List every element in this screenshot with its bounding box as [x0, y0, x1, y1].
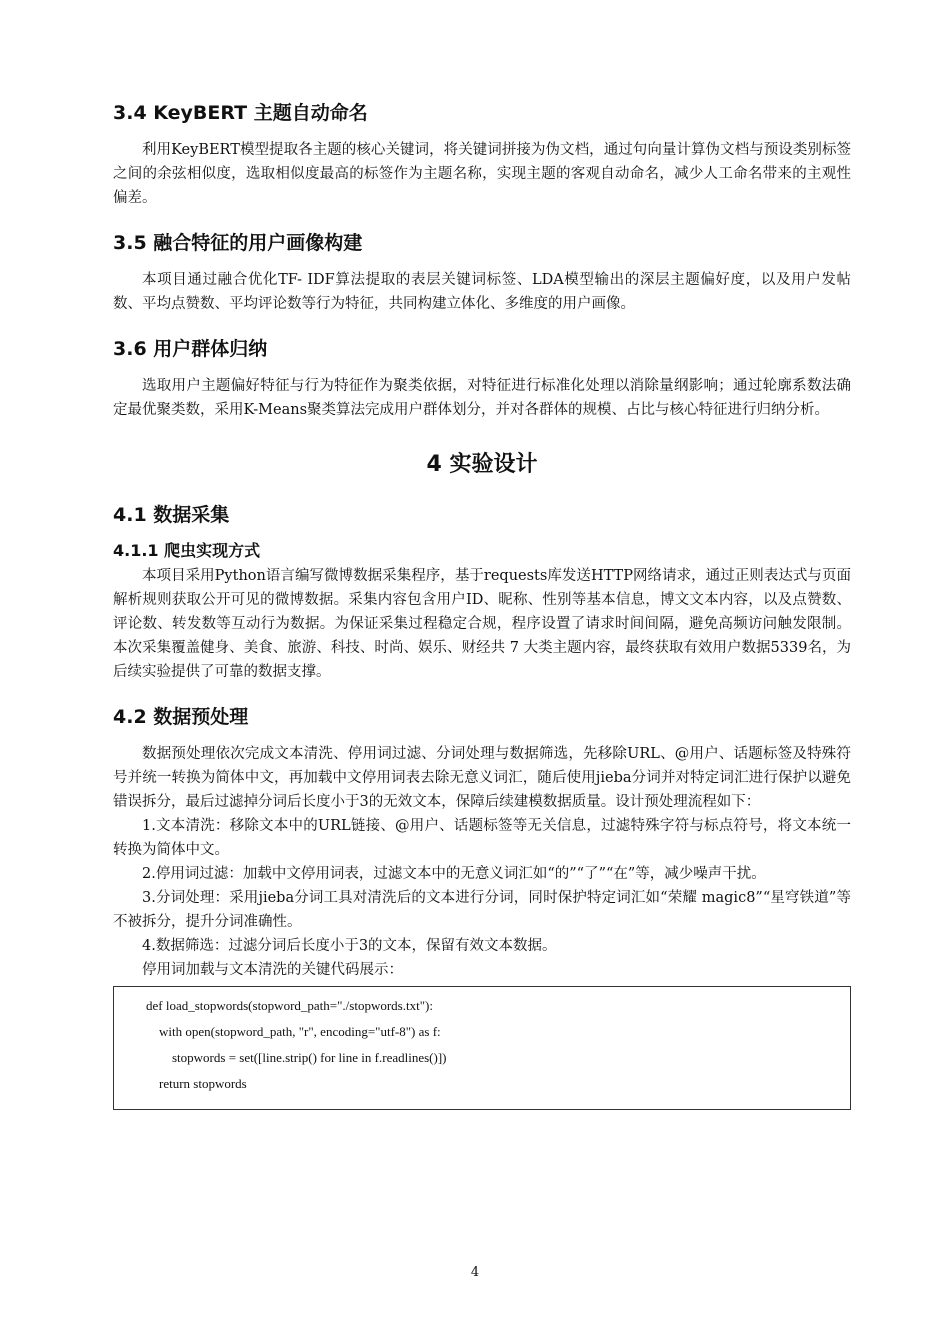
list-item: 4.数据筛选：过滤分词后长度小于3的文本，保留有效文本数据。	[142, 938, 557, 954]
paragraph: 数据预处理依次完成文本清洗、停用词过滤、分词处理与数据筛选，先移除URL、@用户、话题标签及特殊符号并统一转换为简体中文，再加载中文停用词表去除无意义词汇，随后使用jieba分词并对特定词汇进行保护以避免错误拆分，最后过滤掉分词后长度小于3的无效文本，保障后续建模数据质量。设计预处理流程如下：	[113, 746, 851, 810]
code-line: return stopwords	[146, 1076, 247, 1091]
paragraph: 选取用户主题偏好特征与行为特征作为聚类依据，对特征进行标准化处理以消除量纲影响；通过轮廓系数法确定最优聚类数，采用K-Means聚类算法完成用户群体划分，并对各群体的规模、占比与核心特征进行归纳分析。	[113, 378, 851, 418]
subsection-heading: 4.1.1 爬虫实现方式	[113, 541, 261, 560]
section-3-4	[113, 100, 851, 210]
code-line: with open(stopword_path, "r", encoding="utf-8") as f:	[146, 1024, 441, 1039]
list-item: 3.分词处理：采用jieba分词工具对清洗后的文本进行分词，同时保护特定词汇如“荣耀 magic8”“星穹铁道”等不被拆分，提升分词准确性。	[113, 890, 851, 930]
chapter-title: 4 实验设计	[426, 452, 538, 477]
list-item: 2.停用词过滤：加载中文停用词表，过滤文本中的无意义词汇如“的”“了”“在”等，减少噪声干扰。	[142, 866, 766, 882]
paragraph: 本项目采用Python语言编写微博数据采集程序，基于requests库发送HTTP网络请求，通过正则表达式与页面解析规则获取公开可见的微博数据。采集内容包含用户ID、昵称、性别等基本信息，博文文本内容，以及点赞数、评论数、转发数等互动行为数据。为保证采集过程稳定合规，程序设置了请求时间间隔，避免高频访问触发限制。本次采集覆盖健身、美食、旅游、科技、时尚、娱乐、财经共 7 大类主题内容，最终获取有效用户数据5339名，为后续实验提供了可靠的数据支撑。	[113, 568, 851, 680]
section-3-5	[113, 230, 851, 316]
section-heading: 3.5 融合特征的用户画像构建	[113, 232, 363, 254]
section-heading: 4.2 数据预处理	[113, 706, 249, 728]
code-line: stopwords = set([line.strip() for line in f.readlines()])	[146, 1050, 447, 1065]
paragraph: 利用KeyBERT模型提取各主题的核心关键词，将关键词拼接为伪文档，通过句向量计算伪文档与预设类别标签之间的余弦相似度，选取相似度最高的标签作为主题名称，实现主题的客观自动命名，减少人工命名带来的主观性偏差。	[113, 142, 851, 206]
code-block	[113, 986, 851, 1110]
list-item: 1.文本清洗：移除文本中的URL链接、@用户、话题标签等无关信息，过滤特殊字符与标点符号，将文本统一转换为简体中文。	[113, 818, 851, 858]
section-3-6	[113, 336, 851, 422]
section-4-2	[113, 704, 851, 1110]
paragraph: 本项目通过融合优化TF- IDF算法提取的表层关键词标签、LDA模型输出的深层主题偏好度，以及用户发帖数、平均点赞数、平均评论数等行为特征，共同构建立体化、多维度的用户画像。	[113, 272, 851, 312]
section-heading: 4.1 数据采集	[113, 504, 230, 526]
code-line: def load_stopwords(stopword_path="./stopwords.txt"):	[146, 998, 433, 1013]
section-4-1	[113, 502, 851, 684]
section-heading: 3.6 用户群体归纳	[113, 338, 268, 360]
page-number: 4	[470, 1265, 480, 1280]
paragraph: 停用词加载与文本清洗的关键代码展示：	[142, 962, 403, 978]
page-content	[113, 100, 851, 1110]
section-heading: 3.4 KeyBERT 主题自动命名	[113, 102, 368, 124]
